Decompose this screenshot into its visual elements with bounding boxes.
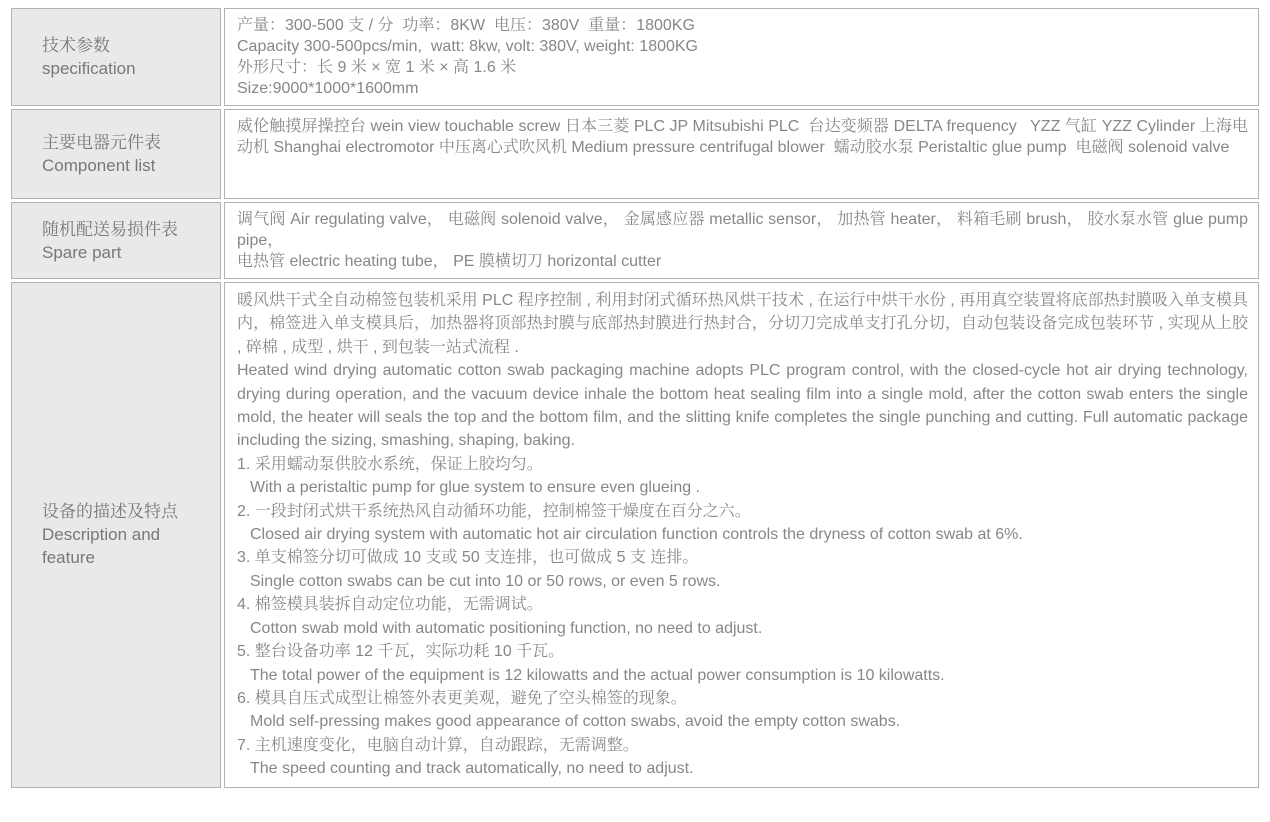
component-list-paragraph: 威伦触摸屏操控台 wein view touchable screw 日本三菱 PLC JP Mitsubishi PLC 台达变频器 DELTA frequency YZZ 气缸 YZZ Cylinder 上海电动机 Shanghai electromotor 中压离心式吹风机 Medium pressure centrifugal blower 蠕动胶水泵 Peristaltic glue pump 电磁阀 solenoid valve [237, 118, 1248, 156]
row-content-specification [224, 8, 1259, 106]
table-row-description-feature [11, 282, 1259, 788]
feature-1-zh: 1. 采用蠕动泵供胶水系统，保证上胶均匀。 [237, 455, 543, 473]
row-header-description-feature [11, 282, 221, 788]
table-row-spare-part [11, 202, 1259, 279]
spec-line-en-size: Size:9000*1000*1600mm [237, 80, 419, 97]
feature-7-zh: 7. 主机速度变化，电脑自动计算，自动跟踪，无需调整。 [237, 736, 639, 754]
row-header-component-list [11, 109, 221, 199]
spec-line-en-capacity: Capacity 300-500pcs/min, watt: 8kw, volt: 380V, weight: 1800KG [237, 38, 698, 55]
row-header-zh: 设备的描述及特点 [42, 502, 178, 522]
row-header-en: Spare part [42, 242, 122, 262]
spec-line-zh-capacity: 产量：300-500 支 / 分 功率：8KW 电压：380V 重量：1800KG [237, 17, 695, 34]
row-content-component-list [224, 109, 1259, 199]
row-header-en: Description and feature [42, 525, 161, 568]
row-header-zh: 技术参数 [42, 36, 110, 55]
feature-1-en: With a peristaltic pump for glue system to ensure even glueing . [250, 479, 700, 497]
feature-2-en: Closed air drying system with automatic hot air circulation function controls the dryness of cotton swab at 6%. [250, 526, 1023, 544]
row-content-description-feature [224, 282, 1259, 788]
feature-5-zh: 5. 整台设备功率 12 千瓦，实际功耗 10 千瓦。 [237, 643, 565, 661]
table-row-specification [11, 8, 1259, 106]
spare-part-paragraph: 调气阀 Air regulating valve， 电磁阀 solenoid valve， 金属感应器 metallic sensor， 加热管 heater， 料箱毛刷 brush， 胶水泵水管 glue pump pipe， [237, 211, 1253, 249]
table-row-component-list [11, 109, 1259, 199]
row-header-en: specification [42, 59, 136, 78]
row-content-spare-part [224, 202, 1259, 279]
feature-6-zh: 6. 模具自压式成型让棉签外表更美观，避免了空头棉签的现象。 [237, 689, 687, 707]
feature-4-en: Cotton swab mold with automatic positioning function, no need to adjust. [250, 619, 763, 637]
row-header-zh: 主要电器元件表 [42, 133, 161, 152]
description-paragraph-zh: 暖风烘干式全自动棉签包装机采用 PLC 程序控制 , 利用封闭式循环热风烘干技术 , 在运行中烘干水份 , 再用真空装置将底部热封膜吸入单支模具内，棉签进入单支模具后，加热器将顶部热封膜与底部热封膜进行热封合，分切刀完成单支打孔分切，自动包装设备完成包装环节 , 实现从上胶 , 碎棉 , 成型 , 烘干 , 到包装一站式流程 . [237, 292, 1253, 356]
spec-line-zh-size: 外形尺寸：长 9 米 × 宽 1 米 × 高 1.6 米 [237, 59, 517, 76]
feature-3-zh: 3. 单支棉签分切可做成 10 支或 50 支连排，也可做成 5 支 连排。 [237, 549, 699, 567]
feature-2-zh: 2. 一段封闭式烘干系统热风自动循环功能，控制棉签干燥度在百分之六。 [237, 502, 751, 520]
row-header-zh: 随机配送易损件表 [42, 219, 178, 239]
feature-4-zh: 4. 棉签模具装拆自动定位功能，无需调试。 [237, 596, 543, 614]
feature-3-en: Single cotton swabs can be cut into 10 or 50 rows, or even 5 rows. [250, 572, 721, 590]
description-paragraph-en: Heated wind drying automatic cotton swab packaging machine adopts PLC program control, with the closed-cycle hot air drying technology, drying during operation, and the vacuum device inhale the bottom heat sealing film into a single mold, after the cotton swab enters the single mold, the heater will seals the top and the bottom film, and the slitting knife completes the single punching and cutting. Full automatic package including the sizing, smashing, shaping, baking. [237, 362, 1253, 450]
feature-5-en: The total power of the equipment is 12 kilowatts and the actual power consumption is 10 kilowatts. [250, 666, 945, 684]
feature-7-en: The speed counting and track automatically, no need to adjust. [250, 760, 694, 778]
row-header-spare-part [11, 202, 221, 279]
spare-part-line-2: 电热管 electric heating tube， PE 膜横切刀 horizontal cutter [237, 253, 662, 270]
feature-6-en: Mold self-pressing makes good appearance of cotton swabs, avoid the empty cotton swabs. [250, 713, 901, 731]
row-header-en: Component list [42, 156, 156, 175]
row-header-specification [11, 8, 221, 106]
product-spec-table [8, 5, 1262, 791]
